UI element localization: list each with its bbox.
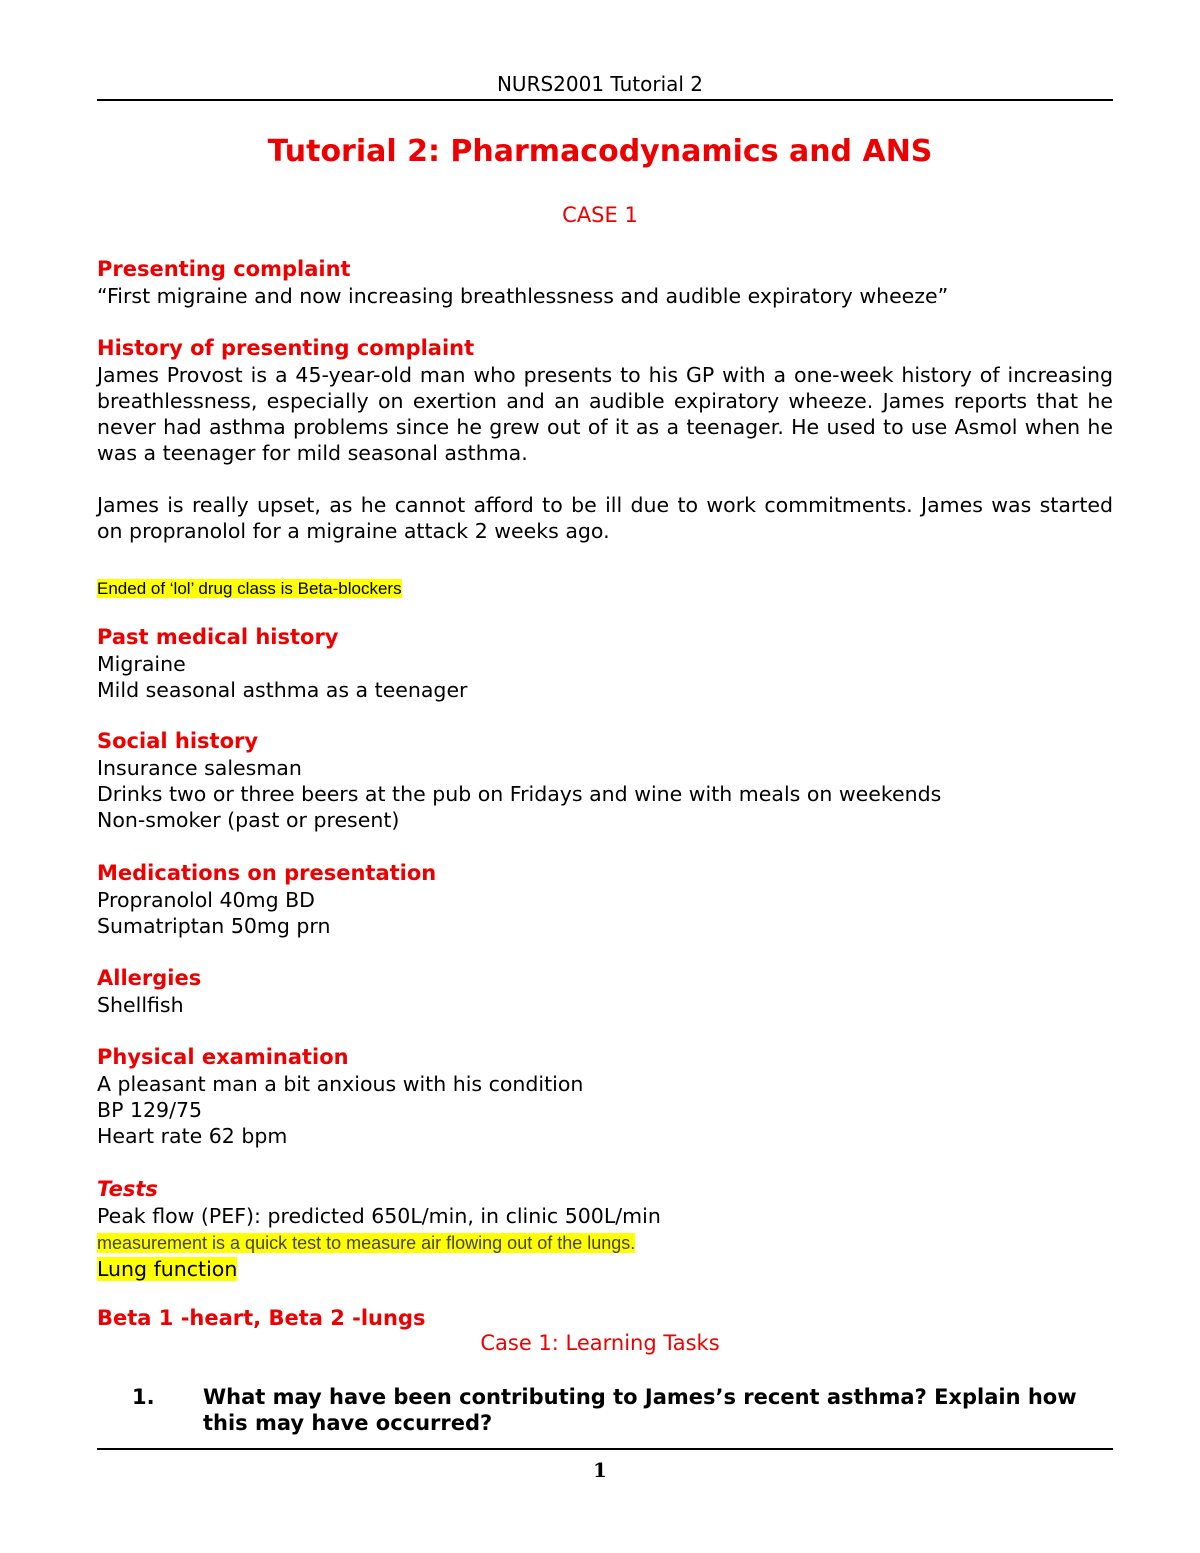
running-header: NURS2001 Tutorial 2	[496, 72, 704, 96]
list-item: Mild seasonal asthma as a teenager	[97, 678, 468, 702]
section-tests	[97, 1176, 1113, 1282]
history-paragraph-2: James is really upset, as he cannot afford to be ill due to work commitments. James was started on propranolol for a migraine attack 2 weeks ago.	[97, 493, 1113, 543]
note-beta-blockers	[97, 574, 1113, 602]
list-item: A pleasant man a bit anxious with his condition	[97, 1072, 584, 1096]
page-number: 1	[593, 1458, 607, 1482]
tests-highlighted-note: measurement is a quick test to measure air flowing out of the lungs.	[97, 1233, 636, 1253]
list-item: Drinks two or three beers at the pub on Fridays and wine with meals on weekends	[97, 782, 942, 806]
section-presenting-complaint	[97, 256, 1113, 309]
heading-presenting-complaint: Presenting complaint	[97, 257, 351, 281]
beta-receptor-note: Beta 1 -heart, Beta 2 -lungs	[97, 1306, 426, 1330]
heading-medications: Medications on presentation	[97, 861, 437, 885]
beta-note	[97, 1305, 1113, 1332]
list-item: Heart rate 62 bpm	[97, 1124, 288, 1148]
heading-allergies: Allergies	[97, 966, 202, 990]
tests-lung-function: Lung function	[97, 1257, 238, 1281]
heading-history: History of presenting complaint	[97, 336, 475, 360]
list-item: Shellfish	[97, 993, 184, 1017]
tests-peak-flow: Peak flow (PEF): predicted 650L/min, in clinic 500L/min	[97, 1204, 661, 1228]
list-item: Sumatriptan 50mg prn	[97, 914, 331, 938]
question-text: What may have been contributing to James’s recent asthma? Explain how this may have occurred?	[203, 1385, 1077, 1435]
section-medications	[97, 860, 1113, 939]
section-history	[97, 335, 1113, 544]
highlighted-note: Ended of ‘lol’ drug class is Beta-blockers	[97, 579, 402, 598]
history-paragraph-1: James Provost is a 45-year-old man who presents to his GP with a one-week history of increasing breathlessness, especially on exertion and an audible expiratory wheeze. James reports that he never had asthma problems since he grew out of it as a teenager. He used to use Asmol when he was a teenager for mild seasonal asthma.	[97, 363, 1113, 465]
list-item: Migraine	[97, 652, 186, 676]
section-social	[97, 728, 1113, 833]
heading-past-medical: Past medical history	[97, 625, 339, 649]
section-allergies	[97, 965, 1113, 1018]
list-item: Insurance salesman	[97, 756, 302, 780]
presenting-complaint-text: “First migraine and now increasing breathlessness and audible expiratory wheeze”	[97, 284, 949, 308]
learning-tasks-heading: Case 1: Learning Tasks	[480, 1331, 720, 1355]
list-item: Non-smoker (past or present)	[97, 808, 400, 832]
list-item: Propranolol 40mg BD	[97, 888, 315, 912]
header-rule	[97, 99, 1113, 101]
list-item: BP 129/75	[97, 1098, 203, 1122]
section-physical	[97, 1044, 1113, 1149]
heading-tests: Tests	[97, 1177, 158, 1201]
question-number: 1.	[132, 1385, 155, 1409]
heading-social: Social history	[97, 729, 259, 753]
document-title: Tutorial 2: Pharmacodynamics and ANS	[267, 134, 933, 169]
footer-rule	[97, 1448, 1113, 1450]
section-past-medical	[97, 624, 1113, 703]
heading-physical: Physical examination	[97, 1045, 349, 1069]
case-label: CASE 1	[562, 203, 638, 227]
